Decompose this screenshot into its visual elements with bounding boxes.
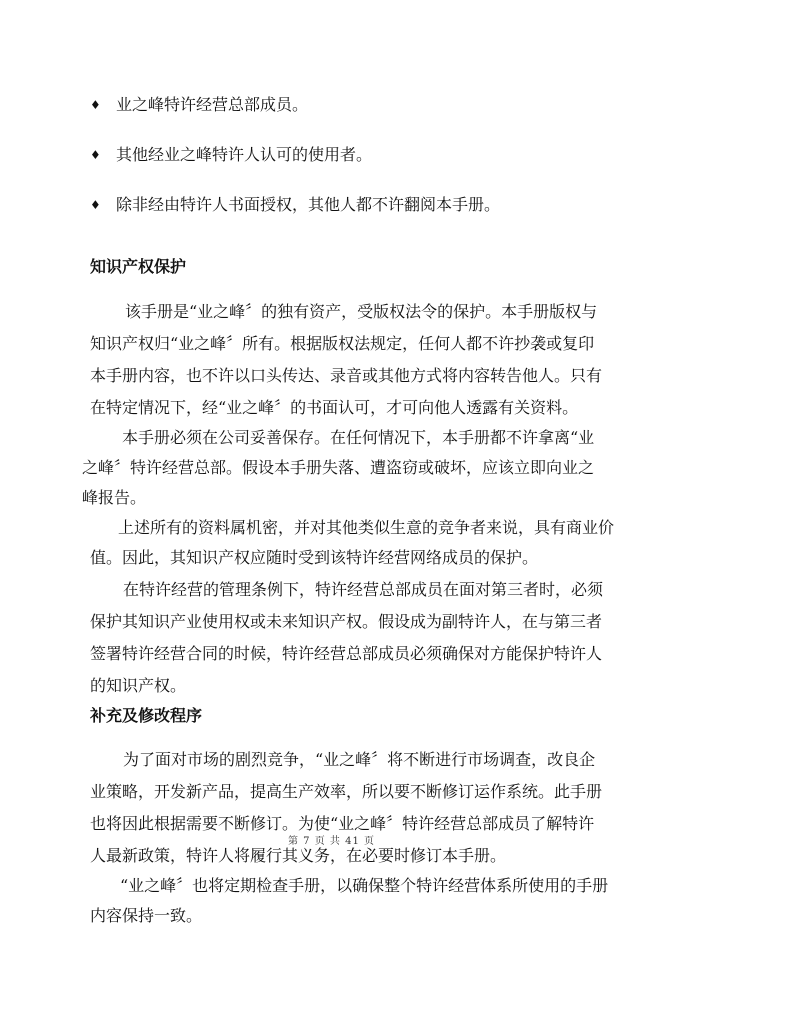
bullet-item-2 [90, 145, 372, 165]
paragraph-line: 值。因此，其知识产权应随时受到该特许经营网络成员的保护。 [90, 548, 539, 567]
section-heading-revision-procedure: 补充及修改程序 [90, 706, 203, 725]
bullet-text: 业之峰特许经营总部成员。 [116, 95, 309, 114]
paragraph-line: 上述所有的资料属机密，并对其他类似生意的竞争者来说，具有商业价 [118, 518, 615, 537]
paragraph-line: “业之峰〞也将定期检查手册，以确保整个特许经营体系所使用的手册 [120, 876, 609, 895]
section-heading-ip-protection: 知识产权保护 [90, 257, 187, 276]
page-number-footer: 第 7 页 共 41 页 [288, 836, 375, 847]
diamond-bullet-icon: ♦ [90, 148, 101, 162]
paragraph-line: 保护其知识产业使用权或未来知识产权。假设成为副特许人，在与第三者 [90, 612, 603, 631]
bullet-item-1 [90, 95, 308, 115]
paragraph-line: 在特许经营的管理条例下，特许经营总部成员在面对第三者时，必须 [123, 580, 604, 599]
paragraph-line: 在特定情况下，经“业之峰〞的书面认可，才可向他人透露有关资料。 [90, 398, 579, 417]
diamond-bullet-icon: ♦ [90, 198, 101, 212]
paragraph-line: 该手册是“业之峰〞的独有资产，受版权法令的保护。本手册版权与 [125, 302, 598, 321]
paragraph-line: 知识产权归“业之峰〞所有。根据版权法规定，任何人都不许抄袭或复印 [90, 334, 595, 353]
paragraph-line: 也将因此根据需要不断修订。为使“业之峰〞特许经营总部成员了解特许 [90, 814, 595, 833]
paragraph-line: 之峰〞特许经营总部。假设本手册失落、遭盗窃或破坏，应该立即向业之 [82, 458, 595, 477]
paragraph-line: 峰报告。 [82, 488, 147, 507]
paragraph-line: 签署特许经营合同的时候，特许经营总部成员必须确保对方能保护特许人 [90, 644, 603, 663]
paragraph-line: 的知识产权。 [90, 676, 187, 695]
bullet-text: 除非经由特许人书面授权，其他人都不许翻阅本手册。 [116, 195, 501, 214]
paragraph-line: 本手册内容，也不许以口头传达、录音或其他方式将内容转告他人。只有 [90, 366, 603, 385]
paragraph-line: 为了面对市场的剧烈竞争，“业之峰〞将不断进行市场调查，改良企 [123, 750, 596, 769]
paragraph-line: 内容保持一致。 [90, 906, 203, 925]
bullet-text: 其他经业之峰特许人认可的使用者。 [116, 145, 373, 164]
diamond-bullet-icon: ♦ [90, 98, 101, 112]
paragraph-line: 业策略，开发新产品，提高生产效率，所以要不断修订运作系统。此手册 [90, 782, 603, 801]
paragraph-line: 本手册必须在公司妥善保存。在任何情况下，本手册都不许拿离“业 [122, 428, 595, 447]
bullet-item-3 [90, 195, 500, 215]
paragraph-line: 人最新政策，特许人将履行其义务，在必要时修订本手册。 [90, 846, 507, 865]
